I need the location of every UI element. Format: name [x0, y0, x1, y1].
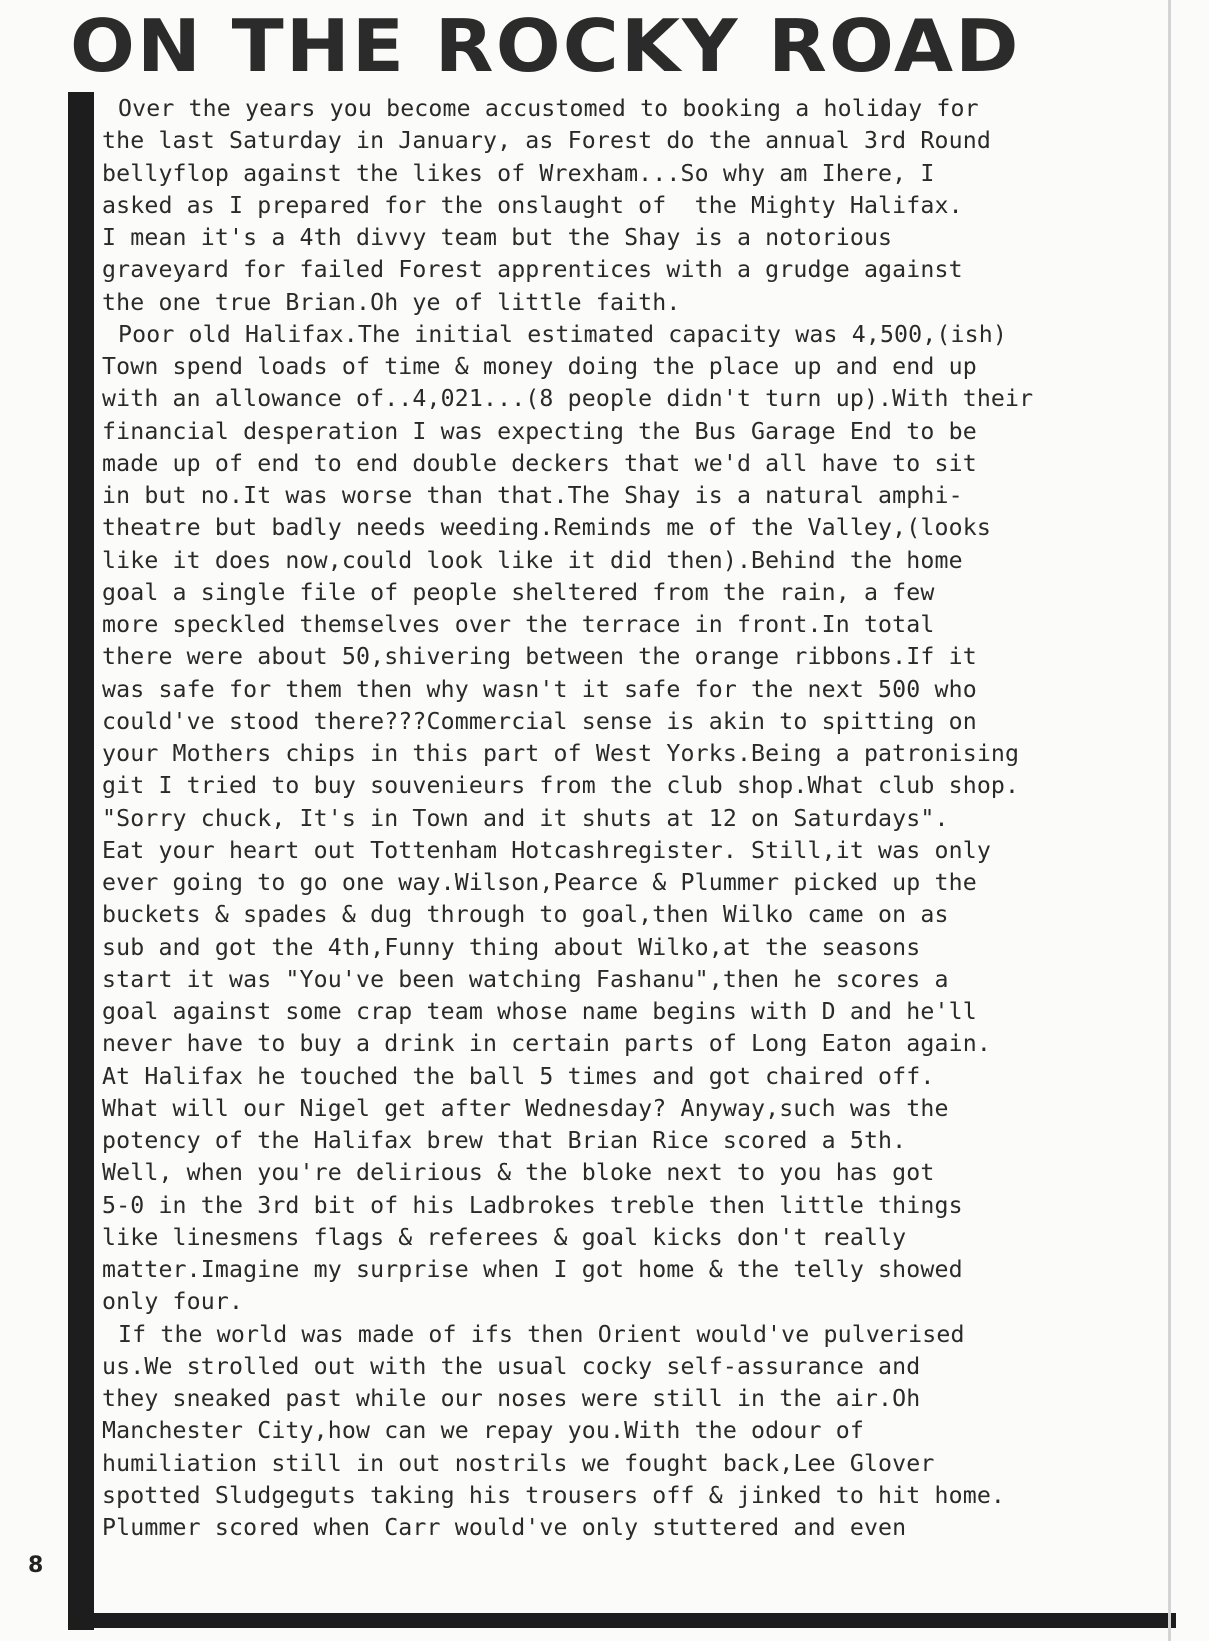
text-line: like linesmens flags & referees & goal kicks don't really — [102, 1223, 907, 1251]
text-line: Well, when you're delirious & the bloke next to you has got — [102, 1159, 935, 1187]
text-line: buckets & spades & dug through to goal,then Wilko came on as — [102, 901, 949, 929]
text-line: your Mothers chips in this part of West Yorks.Being a patronising — [102, 740, 1020, 767]
text-line: At Halifax he touched the ball 5 times and got chaired off. — [102, 1062, 935, 1090]
text-line: spotted Sludgeguts taking his trousers off & jinked to hit home. — [102, 1481, 1006, 1509]
text-line: never have to buy a drink in certain parts of Long Eaton again. — [102, 1030, 991, 1058]
text-line: What will our Nigel get after Wednesday? Anyway,such was the — [102, 1094, 949, 1122]
text-line: Poor old Halifax.The initial estimated capacity was 4,500,(ish) — [118, 320, 1007, 348]
text-line: Town spend loads of time & money doing the place up and end up — [102, 353, 977, 380]
right-page-edge — [1168, 0, 1171, 1641]
text-line: git I tried to buy souvenieurs from the club shop.What club shop. — [102, 772, 1020, 800]
text-line: potency of the Halifax brew that Brian Rice scored a 5th. — [102, 1127, 907, 1154]
text-line: 5-0 in the 3rd bit of his Ladbrokes treble then little things — [102, 1191, 963, 1219]
left-border-rule — [68, 92, 94, 1630]
text-line: only four. — [102, 1288, 244, 1316]
text-line: I mean it's a 4th divvy team but the Shay is a notorious — [102, 224, 893, 251]
text-line: bellyflop against the likes of Wrexham...So why am Ihere, I — [102, 159, 935, 187]
page-number: 8 — [28, 1553, 44, 1578]
text-line: Eat your heart out Tottenham Hotcashregister. Still,it was only — [102, 836, 991, 864]
text-line: matter.Imagine my surprise when I got home & the telly showed — [102, 1256, 963, 1283]
text-line: sub and got the 4th,Funny thing about Wilko,at the seasons — [102, 933, 921, 961]
text-line: asked as I prepared for the onslaught of the Mighty Halifax. — [102, 191, 963, 219]
text-line: there were about 50,shivering between the orange ribbons.If it — [102, 643, 977, 671]
article-body — [102, 93, 1167, 1544]
text-line: in but no.It was worse than that.The Shay is a natural amphi- — [102, 482, 963, 509]
text-line: more speckled themselves over the terrace in front.In total — [102, 611, 935, 638]
text-line: Plummer scored when Carr would've only stuttered and even — [102, 1514, 907, 1541]
text-line: made up of end to end double deckers that we'd all have to sit — [102, 449, 977, 477]
text-line: goal against some crap team whose name begins with D and he'll — [102, 998, 977, 1025]
text-line: financial desperation I was expecting the Bus Garage End to be — [102, 417, 977, 445]
text-line: start it was "You've been watching Fashanu",then he scores a — [102, 965, 949, 993]
text-line: was safe for them then why wasn't it safe for the next 500 who — [102, 675, 977, 703]
text-line: humiliation still in out nostrils we fought back,Lee Glover — [102, 1449, 935, 1477]
text-line: graveyard for failed Forest apprentices with a grudge against — [102, 256, 963, 284]
text-line: could've stood there???Commercial sense is akin to spitting on — [102, 707, 977, 735]
text-line: ever going to go one way.Wilson,Pearce & Plummer picked up the — [102, 869, 977, 896]
text-line: us.We strolled out with the usual cocky self-assurance and — [102, 1352, 921, 1380]
text-line: the last Saturday in January, as Forest do the annual 3rd Round — [102, 127, 991, 155]
text-line: like it does now,could look like it did then).Behind the home — [102, 546, 963, 574]
text-line: Over the years you become accustomed to booking a holiday for — [118, 95, 979, 122]
bottom-border-rule — [68, 1613, 1176, 1628]
text-line: theatre but badly needs weeding.Reminds me of the Valley,(looks — [102, 514, 991, 542]
text-line: If the world was made of ifs then Orient would've pulverised — [118, 1320, 965, 1348]
page-title: ON THE ROCKY ROAD — [70, 4, 1021, 88]
text-line: "Sorry chuck, It's in Town and it shuts at 12 on Saturdays". — [102, 804, 949, 832]
text-line: the one true Brian.Oh ye of little faith. — [102, 288, 681, 316]
text-line: with an allowance of..4,021...(8 people didn't turn up).With their — [102, 385, 1034, 413]
text-line: Manchester City,how can we repay you.With the odour of — [102, 1417, 864, 1445]
text-line: they sneaked past while our noses were still in the air.Oh — [102, 1385, 921, 1412]
text-line: goal a single file of people sheltered from the rain, a few — [102, 578, 935, 606]
